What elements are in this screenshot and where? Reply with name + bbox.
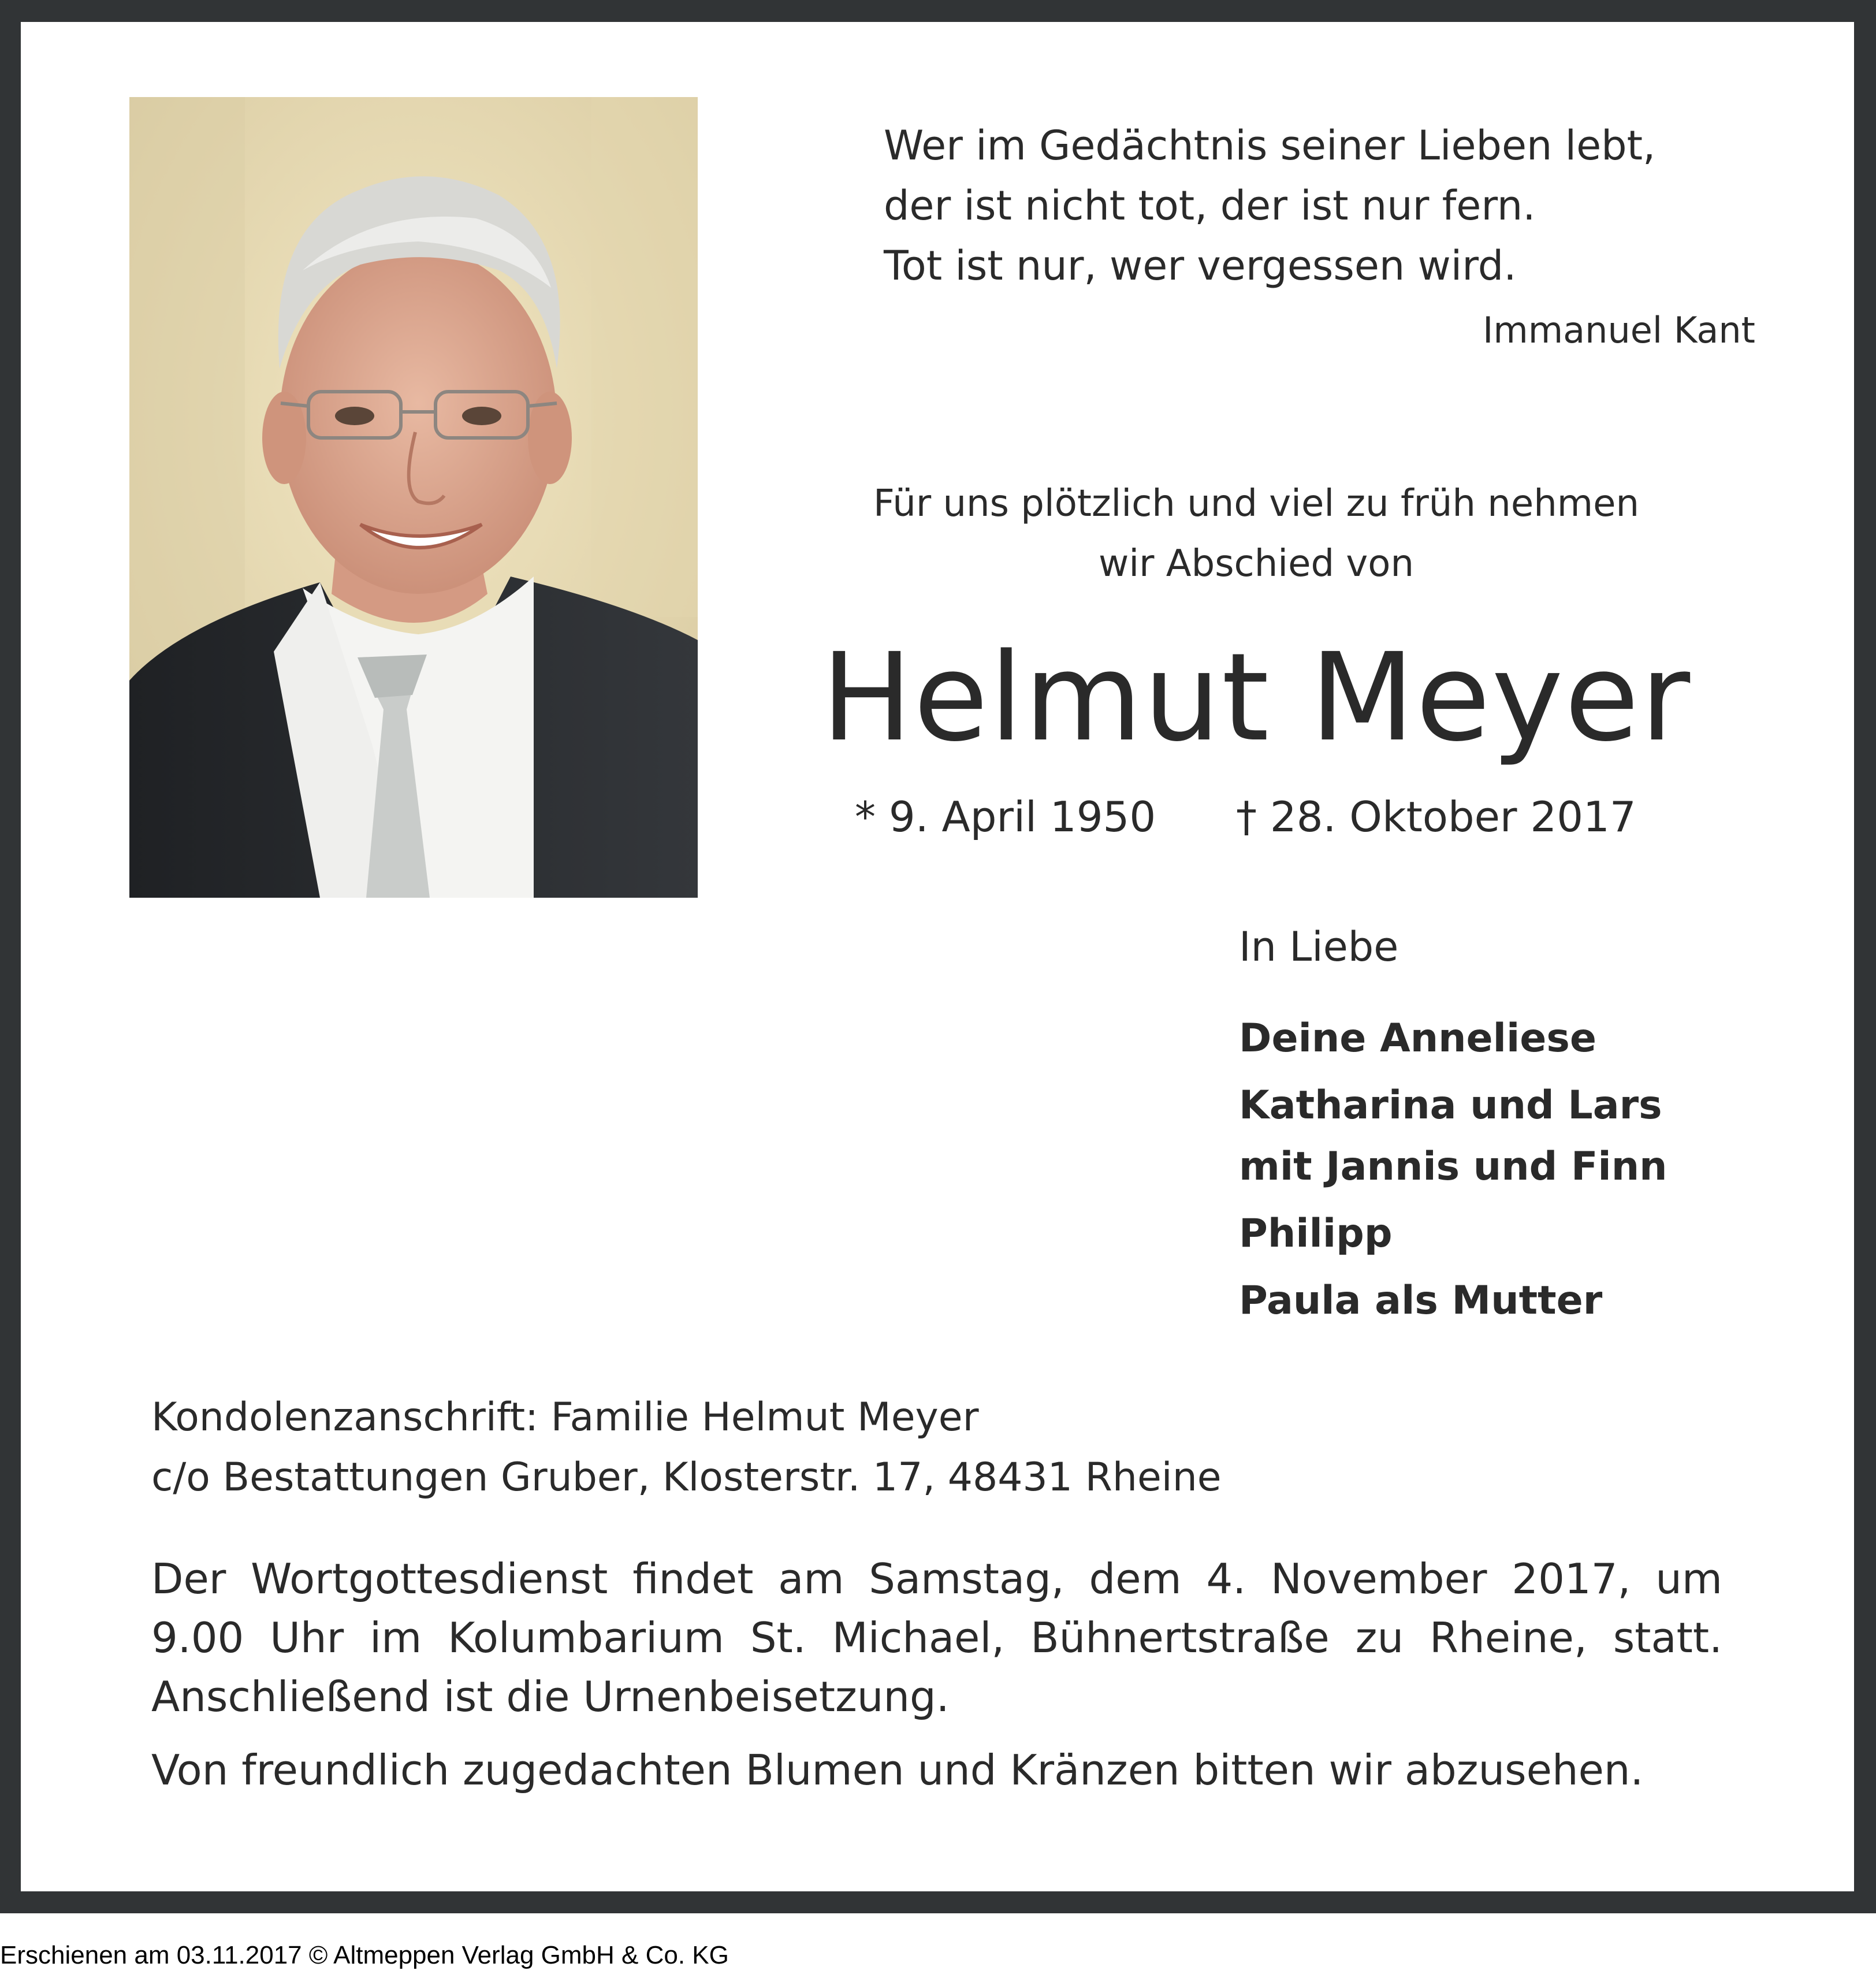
service-info: Der Wortgottesdienst findet am Samstag, dem 4. November 2017, um 9.00 Uhr im Kolumbarium St. Michael, Bühnertstraße zu Rheine, statt. Anschließend ist die Urnenbeisetzung. (151, 1555, 1722, 1721)
deceased-name: Helmut Meyer (821, 627, 1692, 768)
mourner: Paula als Mutter (1239, 1278, 1603, 1323)
mourners-list (1239, 1005, 1667, 1334)
farewell-intro (751, 474, 1762, 594)
quote-author: Immanuel Kant (1483, 309, 1755, 351)
mourner: Philipp (1239, 1211, 1393, 1256)
death-date: † 28. Oktober 2017 (1236, 793, 1636, 841)
birth-date: * 9. April 1950 (855, 793, 1156, 841)
flowers-note: Von freundlich zugedachten Blumen und Kränzen bitten wir abzusehen. (151, 1746, 1644, 1794)
quote-line: Tot ist nur, wer vergessen wird. (884, 242, 1517, 289)
signoff: In Liebe (1239, 923, 1399, 971)
memorial-quote (884, 116, 1655, 296)
quote-line: Wer im Gedächtnis seiner Lieben lebt, (884, 122, 1656, 169)
mourner: Katharina und Lars (1239, 1083, 1662, 1128)
condolence-line: Kondolenzanschrift: Familie Helmut Meyer (151, 1395, 979, 1440)
publication-footer: Erschienen am 03.11.2017 © Altmeppen Verlag GmbH & Co. KG (0, 1941, 729, 1969)
mourner: Deine Anneliese (1239, 1016, 1596, 1061)
condolence-line: c/o Bestattungen Gruber, Klosterstr. 17, 48431 Rheine (151, 1455, 1222, 1500)
quote-line: der ist nicht tot, der ist nur fern. (884, 182, 1536, 229)
condolence-address (151, 1388, 1222, 1508)
intro-line: Für uns plötzlich und viel zu früh nehmen (873, 482, 1640, 525)
mourner: mit Jannis und Finn (1239, 1144, 1667, 1189)
portrait-photo (129, 97, 698, 898)
intro-line: wir Abschied von (1099, 542, 1414, 585)
